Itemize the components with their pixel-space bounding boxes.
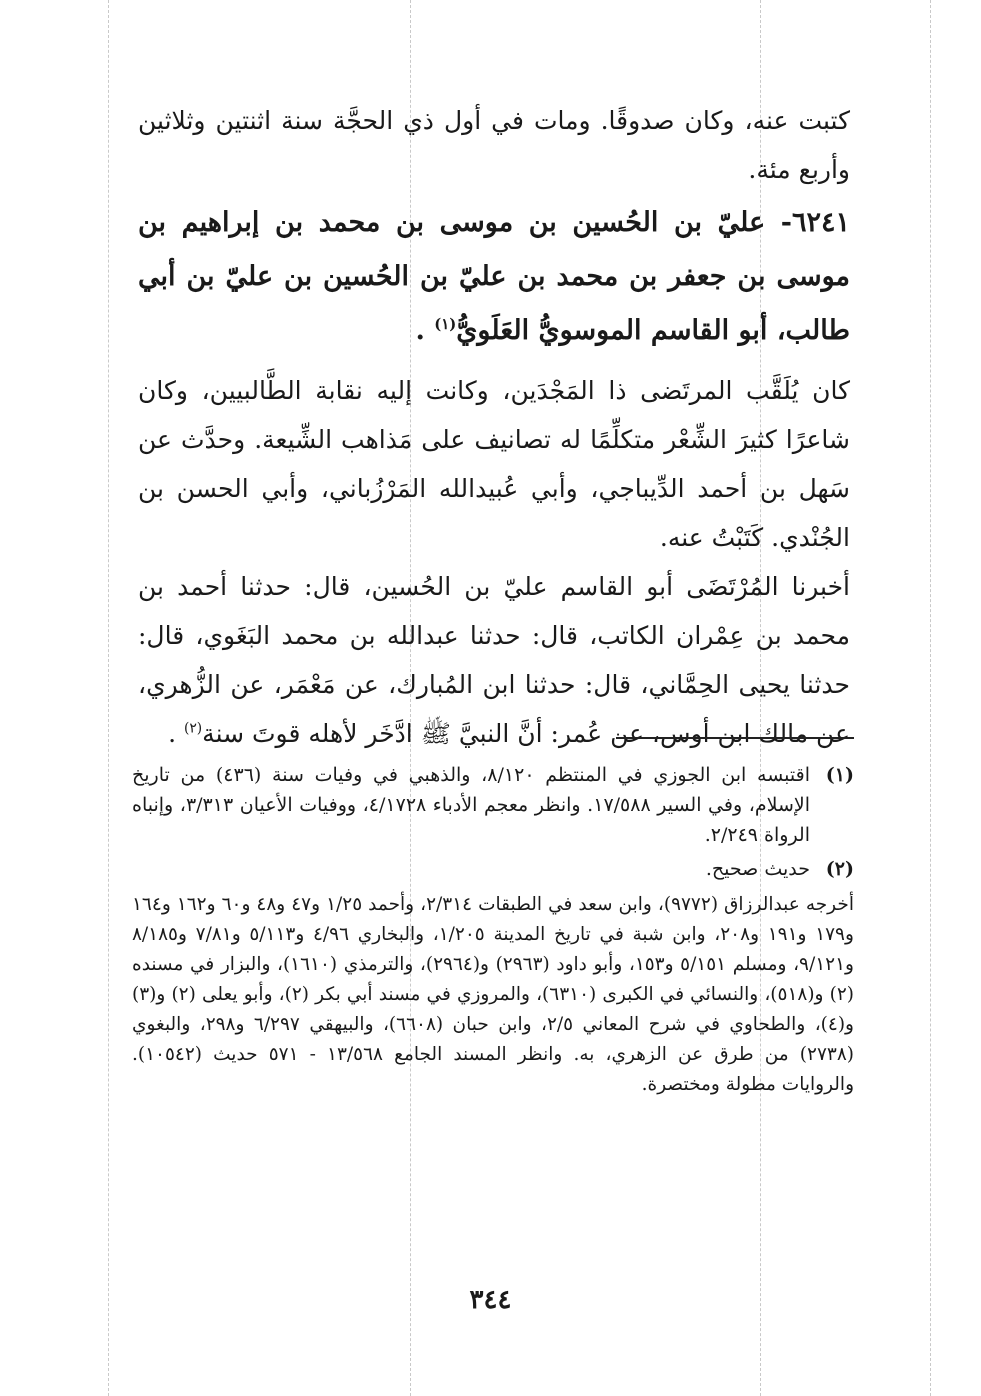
biography-entry-heading bbox=[138, 196, 850, 358]
footnote-ref-2: (٢) bbox=[184, 720, 203, 737]
footnote-ref-1: (١) bbox=[434, 315, 457, 333]
paragraph-end: . bbox=[168, 719, 185, 748]
footnote-2-continuation: أخرجه عبدالرزاق (٩٧٧٢)، وابن سعد في الطبقات ٢/٣١٤، وأحمد ١/٢٥ و٤٧ و٤٨ و٦٠ و١٦٢ و١٦٤ و١٧٩ و١٩١ و٢٠٨، وابن شبة في تاريخ المدينة ١/٢٠٥، والبخاري ٤/٩٦ و٥/١١٣ و٧/٨١ و٨/١٨٥ و٩/١٢١، ومسلم ٥/١٥١ و١٥٣، وأبو داود (٢٩٦٣) و(٢٩٦٤)، والترمذي (١٦١٠)، والبزار في مسنده (٢) و(٥١٨)، والنسائي في الكبرى (٦٣١٠)، والمروزي في مسند أبي بكر (٢)، وأبو يعلى (٢) و(٣) و(٤)، والطحاوي في شرح المعاني ٢/٥، وابن حبان (٦٦٠٨)، والبيهقي ٦/٢٩٧ و٢٩٨، والبغوي (٢٧٣٨) من طرق عن الزهري، به. وانظر المسند الجامع ١٣/٥٦٨ - ٥٧١ حديث (١٠٥٤٢). والروايات مطولة ومختصرة. bbox=[132, 894, 855, 1095]
continuation-paragraph bbox=[138, 96, 850, 194]
scan-artifact-line bbox=[108, 0, 109, 1396]
footnote-text: اقتبسه ابن الجوزي في المنتظم ٨/١٢٠، والذهبي في وفيات سنة (٤٣٦) من تاريخ الإسلام، وفي السير ١٧/٥٨٨. وانظر معجم الأدباء ٤/١٧٢٨، ووفيات الأعيان ٣/٣١٣، وإنباه الرواة ٢/٢٤٩. bbox=[132, 764, 810, 846]
scan-artifact-line bbox=[930, 0, 931, 1396]
footnotes-section bbox=[132, 760, 854, 1100]
footnote-number: (٢) bbox=[825, 858, 854, 880]
page-number: ٣٤٤ bbox=[469, 1285, 512, 1315]
footnote-2 bbox=[132, 854, 854, 884]
biography-paragraph bbox=[138, 366, 850, 562]
footnote-number: (١) bbox=[825, 764, 854, 786]
footnote-separator bbox=[616, 737, 854, 739]
paragraph-text: كتبت عنه، وكان صدوقًا. ومات في أول ذي الحجَّة سنة اثنتين وثلاثين وأربع مئة. bbox=[138, 106, 850, 184]
paragraph-text: كان يُلَقَّب المرتَضى ذا المَجْدَين، وكانت إليه نقابة الطَّالبيين، وكان شاعرًا كثيرَ الشِّعْر متكلِّمًا له تصانيف على مَذاهب الشِّيعة. وحدَّث عن سَهل بن أحمد الدِّيباجي، وأبي عُبيدالله المَرْزُباني، وأبي الحسن بن الجُنْدي. كَتَبْتُ عنه. bbox=[138, 376, 850, 552]
entry-heading-text: ٦٢٤١- عليّ بن الحُسين بن موسى بن محمد بن إبراهيم بن موسى بن جعفر بن محمد بن عليّ بن الحُسين بن عليّ بن أبي طالب، أبو القاسم الموسويُّ العَلَويُّ bbox=[138, 207, 850, 346]
entry-heading-end: . bbox=[415, 315, 435, 346]
paragraph-text: أخبرنا المُرْتَضَى أبو القاسم عليّ بن الحُسين، قال: حدثنا أحمد بن محمد بن عِمْران الكاتب، قال: حدثنا عبدالله بن محمد البَغَوي، قال: حدثنا يحيى الحِمَّاني، قال: حدثنا ابن المُبارك، عن مَعْمَر، عن الزُّهري، عن مالك ابن أوس، عن عُمر: أنَّ النبيَّ ﷺ ادَّخَر لأهله قوتَ سنة bbox=[138, 572, 850, 748]
footnote-1 bbox=[132, 760, 854, 850]
hadith-paragraph bbox=[138, 562, 850, 758]
footnote-text: حديث صحيح. bbox=[705, 858, 810, 880]
